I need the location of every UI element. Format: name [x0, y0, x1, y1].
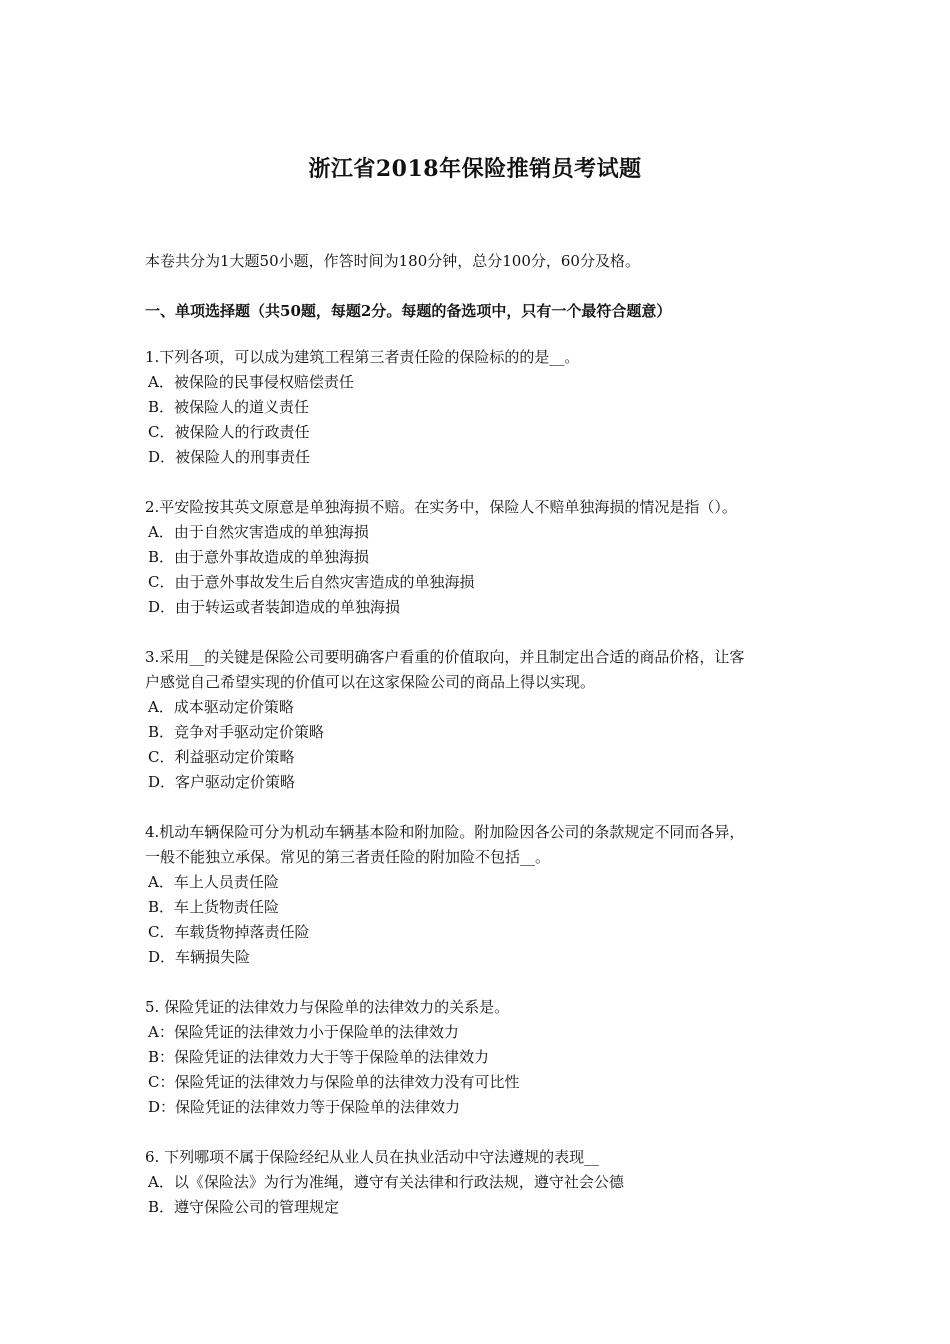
- question-2: [145, 495, 815, 620]
- option-d: D．由于转运或者装卸造成的单独海损: [148, 598, 401, 616]
- option-b: B．由于意外事故造成的单独海损: [148, 548, 370, 566]
- option-d: D．客户驱动定价策略: [148, 773, 296, 791]
- option-c: C．利益驱动定价策略: [148, 748, 295, 766]
- question-stem-line-2: 户感觉自己希望实现的价值可以在这家保险公司的商品上得以实现。: [145, 673, 596, 691]
- question-stem: 5. 保险凭证的法律效力与保险单的法律效力的关系是。: [145, 998, 510, 1016]
- option-b: B．遵守保险公司的管理规定: [148, 1198, 340, 1216]
- option-a: A．车上人员责任险: [148, 873, 279, 891]
- question-1: [145, 345, 815, 470]
- question-stem-line-2: 一般不能独立承保。常见的第三者责任险的附加险不包括__。: [145, 848, 551, 866]
- page-title: 浙江省2018年保险推销员考试题: [308, 156, 642, 182]
- option-b: B．车上货物责任险: [148, 898, 280, 916]
- option-a: A．以《保险法》为行为准绳，遵守有关法律和行政法规，遵守社会公德: [148, 1173, 624, 1191]
- option-d: D：保险凭证的法律效力等于保险单的法律效力: [148, 1098, 461, 1116]
- question-5: [145, 995, 815, 1120]
- question-stem-line-1: 3.采用__的关键是保险公司要明确客户看重的价值取向，并且制定出合适的商品价格，让客: [145, 648, 745, 666]
- option-b: B：保险凭证的法律效力大于等于保险单的法律效力: [148, 1048, 490, 1066]
- option-b: B．竞争对手驱动定价策略: [148, 723, 325, 741]
- question-stem: 2.平安险按其英文原意是单独海损不赔。在实务中，保险人不赔单独海损的情况是指（）。: [145, 498, 737, 516]
- option-b: B．被保险人的道义责任: [148, 398, 310, 416]
- option-c: C．由于意外事故发生后自然灾害造成的单独海损: [148, 573, 475, 591]
- exam-instructions: 本卷共分为1大题50小题，作答时间为180分钟，总分100分，60分及格。: [145, 252, 640, 270]
- option-c: C：保险凭证的法律效力与保险单的法律效力没有可比性: [148, 1073, 520, 1091]
- option-a: A．由于自然灾害造成的单独海损: [148, 523, 369, 541]
- option-a: A．被保险的民事侵权赔偿责任: [148, 373, 354, 391]
- question-6: [145, 1145, 815, 1220]
- option-c: C．被保险人的行政责任: [148, 423, 310, 441]
- option-d: D．车辆损失险: [148, 948, 251, 966]
- question-stem: 1.下列各项，可以成为建筑工程第三者责任险的保险标的的是__。: [145, 348, 580, 366]
- question-3: [145, 645, 815, 795]
- option-a: A．成本驱动定价策略: [148, 698, 294, 716]
- option-a: A：保险凭证的法律效力小于保险单的法律效力: [148, 1023, 459, 1041]
- section-heading: 一、单项选择题（共50题，每题2分。每题的备选项中，只有一个最符合题意）: [145, 302, 672, 320]
- question-4: [145, 820, 815, 970]
- option-d: D．被保险人的刑事责任: [148, 448, 311, 466]
- question-stem-line-1: 4.机动车辆保险可分为机动车辆基本险和附加险。附加险因各公司的条款规定不同而各异，: [145, 823, 745, 841]
- option-c: C．车载货物掉落责任险: [148, 923, 310, 941]
- question-stem: 6. 下列哪项不属于保险经纪从业人员在执业活动中守法遵规的表现__: [145, 1148, 600, 1166]
